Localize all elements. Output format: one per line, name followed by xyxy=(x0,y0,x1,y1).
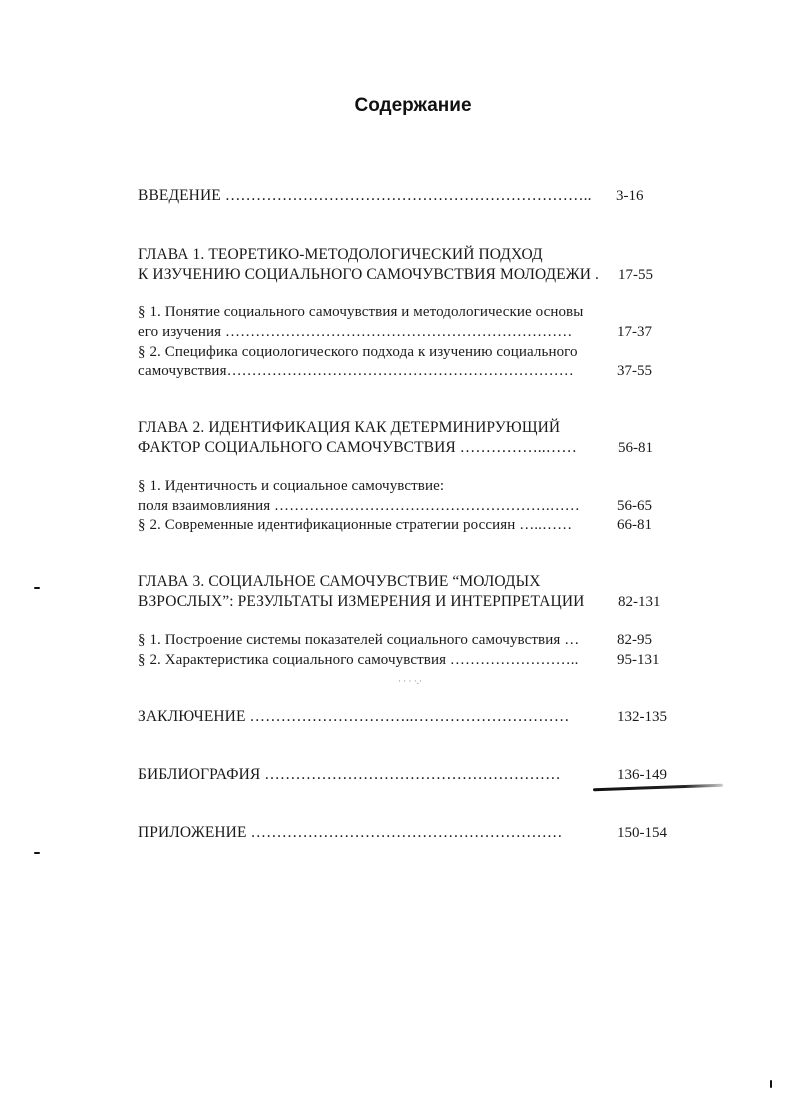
toc-ch2-section1-line2: поля взаимовлияния ……………………………………………….…… xyxy=(138,498,580,514)
toc-pages-ch2-section2: 66-81 xyxy=(617,517,652,533)
toc-entry-intro: ВВЕДЕНИЕ …………………………………………………………….. xyxy=(138,187,592,204)
page-title: Содержание xyxy=(354,95,472,116)
toc-chapter3-title-line2: ВЗРОСЛЫХ”: РЕЗУЛЬТАТЫ ИЗМЕРЕНИЯ И ИНТЕРПРЕТАЦИИ xyxy=(138,593,585,610)
toc-ch1-section1-line2: его изучения …………………………………………………………… xyxy=(138,324,573,340)
toc-pages-chapter2: 56-81 xyxy=(618,440,653,456)
toc-chapter3-title-line1: ГЛАВА 3. СОЦИАЛЬНОЕ САМОЧУВСТВИЕ “МОЛОДЫХ xyxy=(138,573,541,590)
scan-mark-bottom-right xyxy=(770,1080,772,1088)
toc-pages-chapter1: 17-55 xyxy=(618,267,653,283)
scan-speckle: · · · ·.· xyxy=(398,676,422,686)
toc-ch1-section2-line1: § 2. Специфика социологического подхода к изучению социального xyxy=(138,344,578,360)
toc-entry-conclusion: ЗАКЛЮЧЕНИЕ …………………………..………………………… xyxy=(138,708,570,725)
toc-pages-ch3-section1: 82-95 xyxy=(617,632,652,648)
toc-chapter1-title-line2: К ИЗУЧЕНИЮ СОЦИАЛЬНОГО САМОЧУВСТВИЯ МОЛОДЕЖИ . xyxy=(138,266,599,283)
toc-chapter2-title-line1: ГЛАВА 2. ИДЕНТИФИКАЦИЯ КАК ДЕТЕРМИНИРУЮЩИЙ xyxy=(138,419,561,436)
scan-mark-left-upper xyxy=(34,587,40,589)
toc-ch3-section2: § 2. Характеристика социального самочувствия …………………….. xyxy=(138,652,579,668)
toc-pages-chapter3: 82-131 xyxy=(618,594,661,610)
scan-mark-left-lower xyxy=(34,852,40,854)
toc-pages-intro: 3-16 xyxy=(616,188,644,204)
toc-chapter1-title-line1: ГЛАВА 1. ТЕОРЕТИКО-МЕТОДОЛОГИЧЕСКИЙ ПОДХОД xyxy=(138,246,543,263)
toc-entry-appendix: ПРИЛОЖЕНИЕ …………………………………………………… xyxy=(138,824,563,841)
toc-chapter2-title-line2: ФАКТОР СОЦИАЛЬНОГО САМОЧУВСТВИЯ ……………..…… xyxy=(138,439,577,456)
toc-ch3-section1: § 1. Построение системы показателей социального самочувствия … xyxy=(138,632,580,648)
toc-pages-ch1-section1: 17-37 xyxy=(617,324,652,340)
toc-pages-ch2-section1: 56-65 xyxy=(617,498,652,514)
toc-pages-ch1-section2: 37-55 xyxy=(617,363,652,379)
toc-ch1-section2-line2: самочувствия…………………………………………………………… xyxy=(138,363,574,379)
toc-pages-appendix: 150-154 xyxy=(617,825,667,841)
toc-ch2-section1-line1: § 1. Идентичность и социальное самочувствие: xyxy=(138,478,445,494)
toc-ch2-section2: § 2. Современные идентификационные стратегии россиян …..…… xyxy=(138,517,573,533)
toc-pages-ch3-section2: 95-131 xyxy=(617,652,660,668)
toc-pages-bibliography: 136-149 xyxy=(617,767,667,783)
toc-ch1-section1-line1: § 1. Понятие социального самочувствия и методологические основы xyxy=(138,304,584,320)
toc-entry-bibliography: БИБЛИОГРАФИЯ ………………………………………………… xyxy=(138,766,561,783)
toc-pages-conclusion: 132-135 xyxy=(617,709,667,725)
